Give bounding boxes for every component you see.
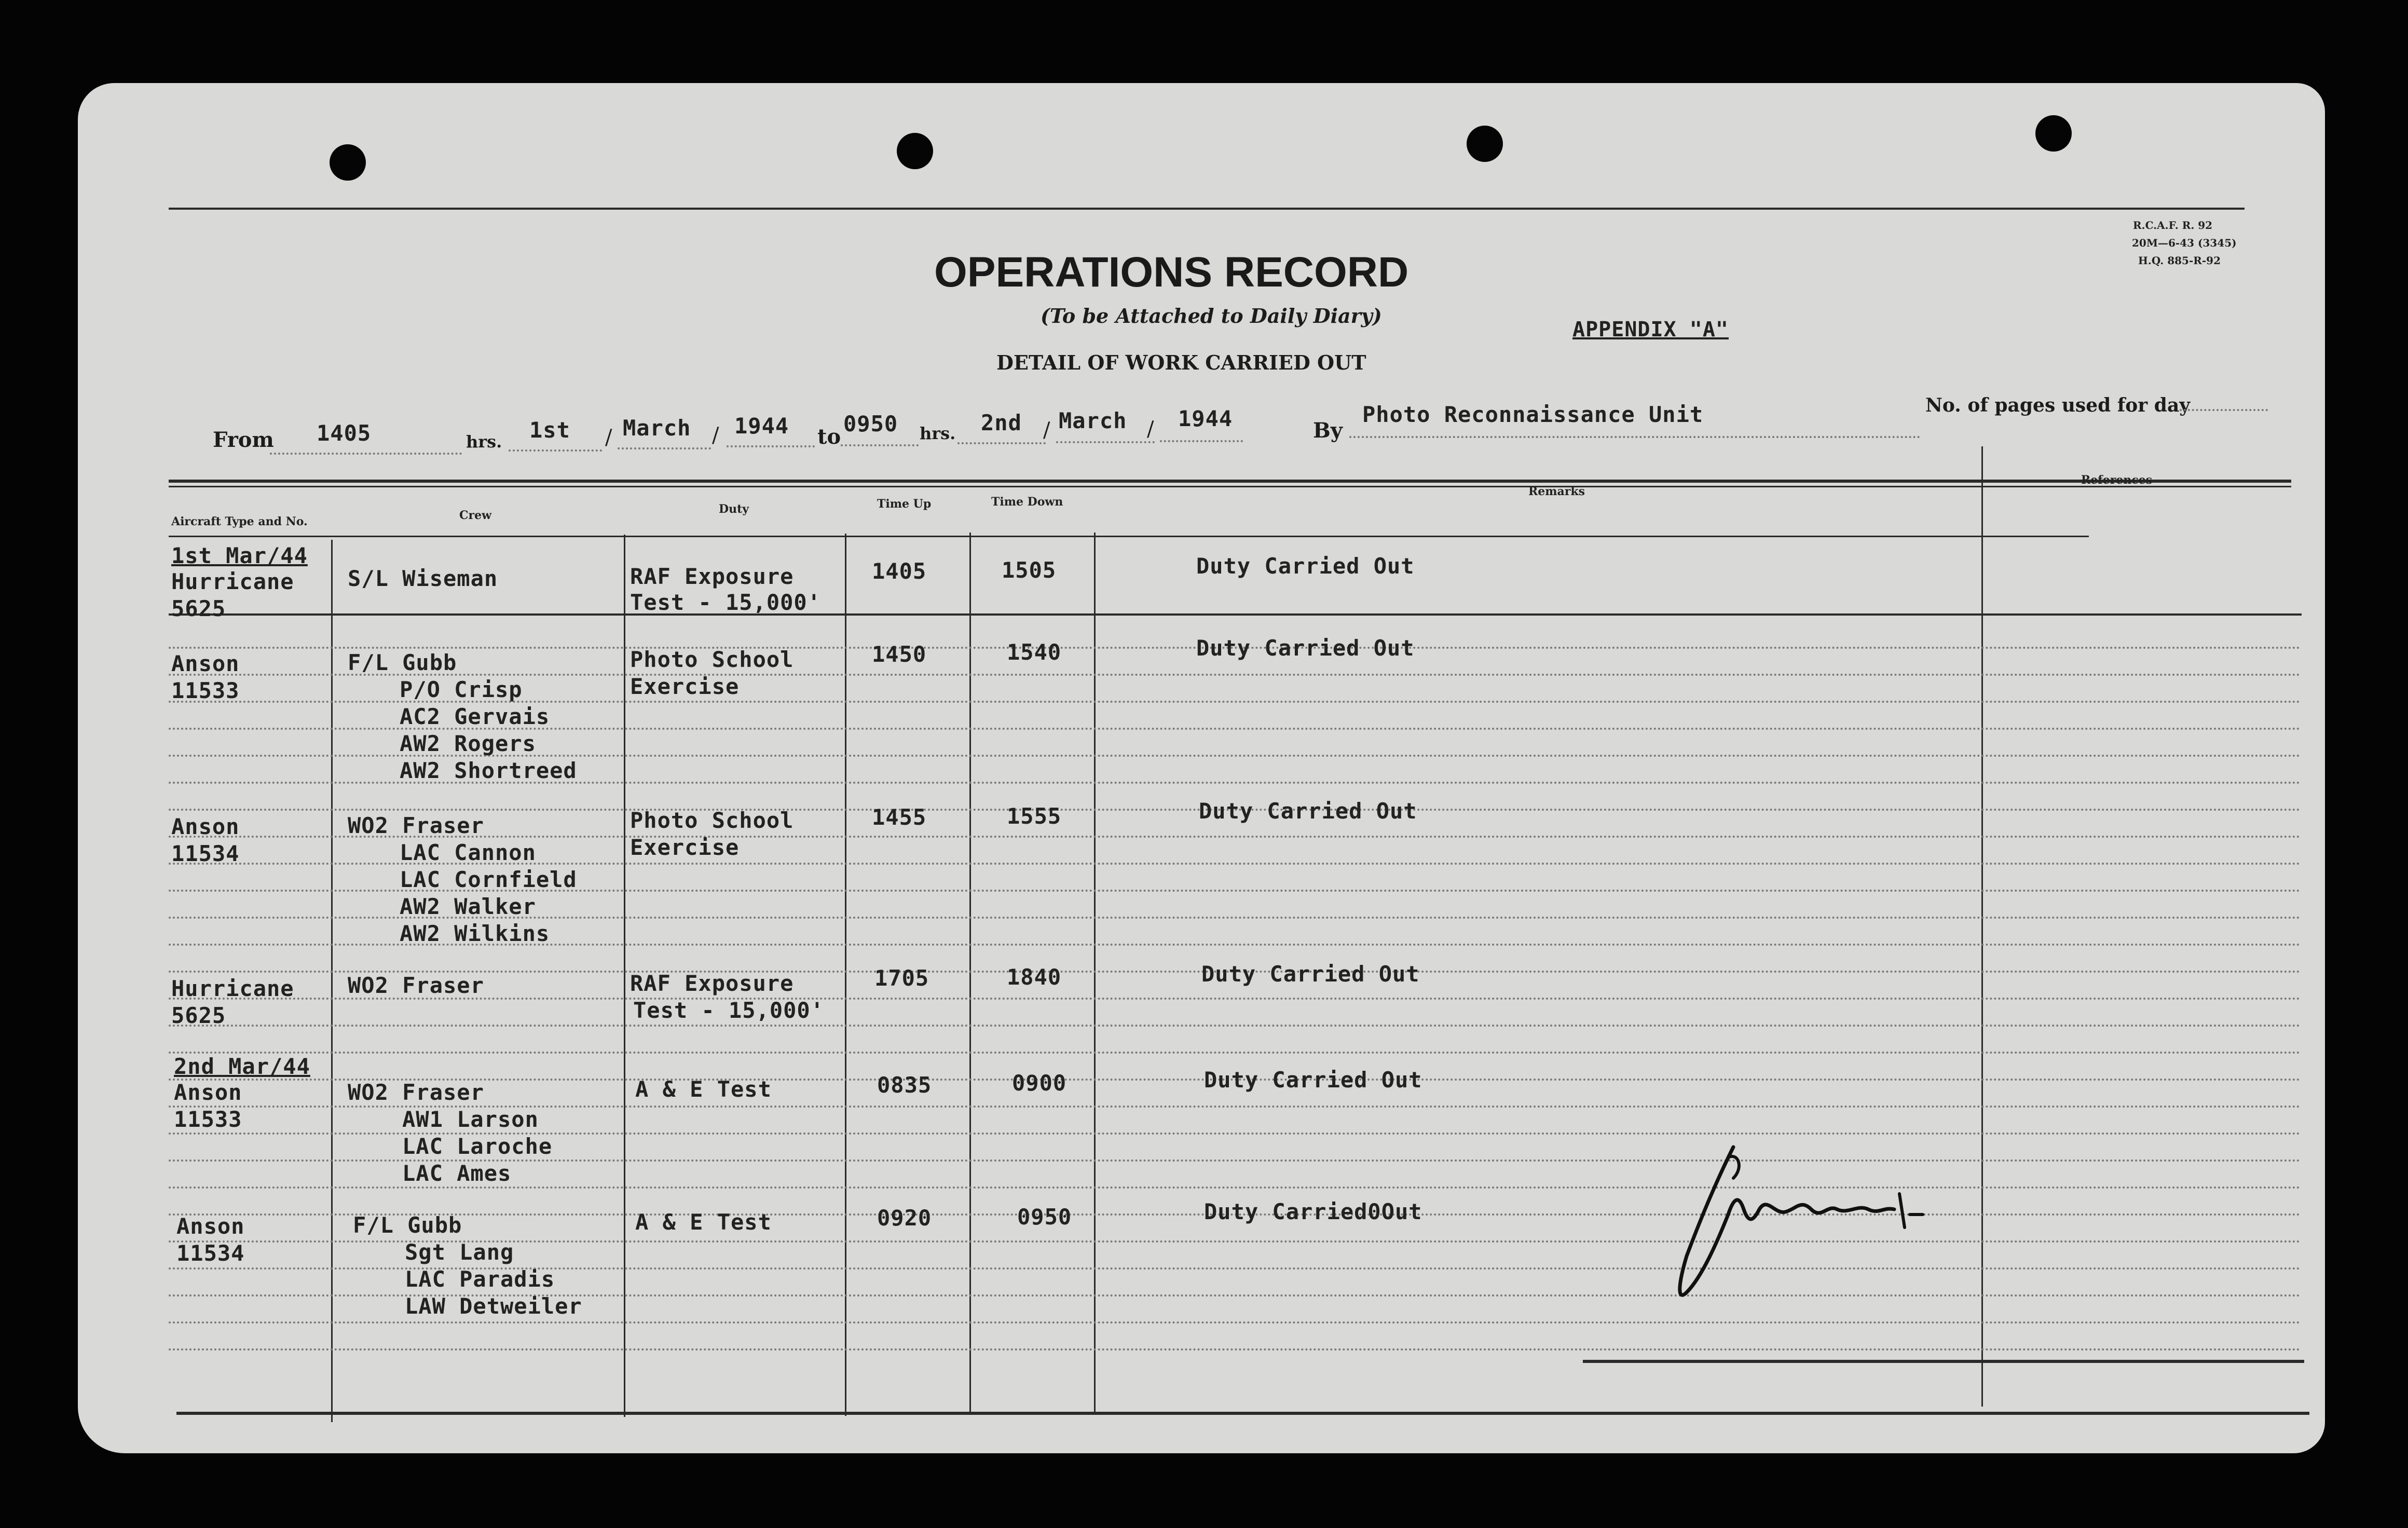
from-label: From (213, 428, 274, 452)
punch-hole-2 (897, 133, 933, 169)
page-subtitle: (To be Attached to Daily Diary) (1041, 304, 1382, 328)
row4-time-up: 1705 (874, 965, 929, 991)
row6-crew-1: F/L Gubb (353, 1212, 462, 1238)
row5-remarks: Duty Carried Out (1204, 1067, 1422, 1093)
table-top-rule (169, 536, 2089, 537)
col-header-aircraft: Aircraft Type and No. (171, 515, 308, 528)
from-year-line (727, 445, 815, 447)
row2-aircraft-number: 11533 (171, 678, 240, 703)
row2-aircraft-type: Anson (171, 651, 240, 676)
row-guide (169, 1321, 2302, 1324)
row2-crew-1: F/L Gubb (348, 650, 457, 675)
row-guide (169, 998, 2302, 1000)
col-line-references (1981, 446, 1983, 1407)
row4-remarks: Duty Carried Out (1201, 961, 1420, 987)
punch-hole-4 (2035, 115, 2072, 152)
col-line-timeup (845, 534, 846, 1416)
row3-crew-3: LAC Cornfield (400, 867, 577, 892)
row6-time-up: 0920 (877, 1205, 932, 1231)
col-header-remarks: Remarks (1528, 485, 1585, 498)
top-rule (169, 208, 2245, 210)
row1-duty-2: Test - 15,000' (630, 590, 822, 615)
row4-crew-1: WO2 Fraser (348, 973, 484, 998)
row-guide (169, 1186, 2302, 1189)
row1-aircraft-number: 5625 (171, 596, 226, 621)
from-month-line (618, 447, 711, 449)
row5-crew-2: AW1 Larson (402, 1107, 539, 1132)
row5-time-up: 0835 (877, 1072, 932, 1098)
to-hours: 0950 (843, 411, 898, 436)
row2-remarks: Duty Carried Out (1196, 635, 1415, 661)
from-day: 1st (529, 417, 570, 443)
row-guide (169, 1052, 2302, 1054)
row3-crew-5: AW2 Wilkins (400, 921, 550, 946)
row3-crew-2: LAC Cannon (400, 840, 536, 865)
by-unit-line (1349, 436, 1920, 438)
row5-crew-1: WO2 Fraser (348, 1080, 484, 1105)
by-label: By (1313, 418, 1343, 443)
to-month-line (1056, 441, 1155, 443)
row1-crew-1: S/L Wiseman (348, 566, 498, 591)
row4-duty-2: Test - 15,000' (633, 998, 825, 1023)
row6-remarks: Duty Carried0Out (1204, 1199, 1422, 1224)
by-unit: Photo Reconnaissance Unit (1362, 402, 1704, 427)
form-code-line-3: H.Q. 885-R-92 (2138, 254, 2221, 267)
col-line-remarks (1094, 533, 1096, 1415)
row-date-2nd-mar: 2nd Mar/44 (174, 1054, 310, 1079)
row6-aircraft-type: Anson (176, 1213, 245, 1239)
appendix-label: APPENDIX "A" (1572, 318, 1729, 342)
slash-4: / (1147, 417, 1154, 441)
row3-duty-1: Photo School (630, 808, 794, 833)
row5-aircraft-number: 11533 (174, 1107, 242, 1132)
row2-crew-5: AW2 Shortreed (400, 758, 577, 783)
form-code-line-1: R.C.A.F. R. 92 (2133, 219, 2213, 231)
row3-aircraft-number: 11534 (171, 841, 240, 866)
col-header-duty: Duty (719, 502, 749, 516)
row3-time-down: 1555 (1007, 803, 1062, 829)
table-bottom-rule-2 (176, 1412, 2309, 1415)
row4-aircraft-number: 5625 (171, 1003, 226, 1028)
from-month: March (623, 415, 691, 441)
row2-crew-4: AW2 Rogers (400, 731, 536, 756)
col-header-time-down: Time Down (991, 495, 1063, 509)
slash-3: / (1043, 418, 1050, 442)
punch-hole-1 (330, 144, 366, 181)
from-year: 1944 (734, 413, 789, 439)
detail-heading: DETAIL OF WORK CARRIED OUT (996, 351, 1366, 374)
row1-aircraft-type: Hurricane (171, 569, 294, 594)
to-day: 2nd (981, 410, 1022, 435)
slash-2: / (712, 424, 719, 447)
page-title: OPERATIONS RECORD (934, 249, 1409, 296)
to-label: to (817, 425, 841, 449)
row5-aircraft-type: Anson (174, 1080, 242, 1105)
row6-crew-3: LAC Paradis (405, 1266, 555, 1292)
row4-duty-1: RAF Exposure (630, 971, 794, 996)
col-line-timedown (969, 533, 971, 1415)
col-line-crew (331, 540, 333, 1422)
hrs-label-1: hrs. (466, 432, 502, 452)
row6-aircraft-number: 11534 (176, 1240, 245, 1266)
row4-aircraft-type: Hurricane (171, 976, 294, 1001)
row5-time-down: 0900 (1012, 1070, 1067, 1096)
row3-crew-1: WO2 Fraser (348, 813, 484, 838)
row-guide (169, 1025, 2302, 1027)
header-rule-1 (169, 480, 2291, 483)
row-guide (169, 836, 2302, 838)
col-header-crew: Crew (459, 509, 492, 522)
row3-duty-2: Exercise (630, 835, 740, 860)
row2-time-up: 1450 (872, 642, 927, 667)
row6-time-down: 0950 (1017, 1204, 1072, 1230)
form-code-line-2: 20M—6-43 (3345) (2132, 237, 2237, 249)
row2-duty-1: Photo School (630, 647, 794, 672)
handwritten-signature (1656, 1137, 1925, 1308)
row1-remarks: Duty Carried Out (1196, 553, 1415, 579)
to-year-line (1160, 440, 1243, 442)
to-month: March (1059, 408, 1127, 433)
row1-duty-1: RAF Exposure (630, 564, 794, 589)
row3-remarks: Duty Carried Out (1199, 798, 1417, 824)
to-day-line (957, 442, 1046, 444)
operations-record-card (78, 83, 2325, 1453)
row5-crew-3: LAC Laroche (402, 1134, 553, 1159)
row2-duty-2: Exercise (630, 674, 740, 699)
table-bottom-rule-1 (1583, 1360, 2304, 1363)
col-header-references: References (2081, 473, 2153, 487)
from-hrs-line (270, 453, 462, 455)
row2-crew-3: AC2 Gervais (400, 704, 550, 729)
from-day-line (509, 449, 602, 452)
hrs-label-2: hrs. (920, 424, 956, 443)
row2-time-down: 1540 (1007, 639, 1062, 665)
pages-used-label: No. of pages used for day (1925, 394, 2191, 416)
row4-time-down: 1840 (1007, 964, 1062, 990)
from-hours: 1405 (317, 420, 372, 446)
header-rule-2 (169, 486, 2291, 487)
pages-used-line (2180, 409, 2268, 411)
row1-time-up: 1405 (872, 558, 927, 584)
to-year: 1944 (1178, 406, 1233, 431)
to-hrs-line (841, 444, 919, 446)
col-line-duty (624, 535, 625, 1417)
col-header-time-up: Time Up (877, 497, 932, 511)
row-date-1st-mar: 1st Mar/44 (171, 543, 308, 568)
row-guide (169, 1348, 2302, 1350)
row6-crew-2: Sgt Lang (405, 1239, 514, 1265)
row6-crew-4: LAW Detweiler (405, 1293, 582, 1319)
slash-1: / (605, 426, 612, 449)
row3-time-up: 1455 (872, 804, 927, 830)
row1-time-down: 1505 (1002, 557, 1057, 583)
row6-duty-1: A & E Test (635, 1209, 772, 1235)
row3-aircraft-type: Anson (171, 814, 240, 839)
punch-hole-3 (1467, 126, 1503, 162)
row5-duty-1: A & E Test (635, 1076, 772, 1102)
row3-crew-4: AW2 Walker (400, 894, 536, 919)
row-guide (169, 674, 2302, 676)
row5-crew-4: LAC Ames (402, 1161, 512, 1186)
row2-crew-2: P/O Crisp (400, 677, 523, 702)
